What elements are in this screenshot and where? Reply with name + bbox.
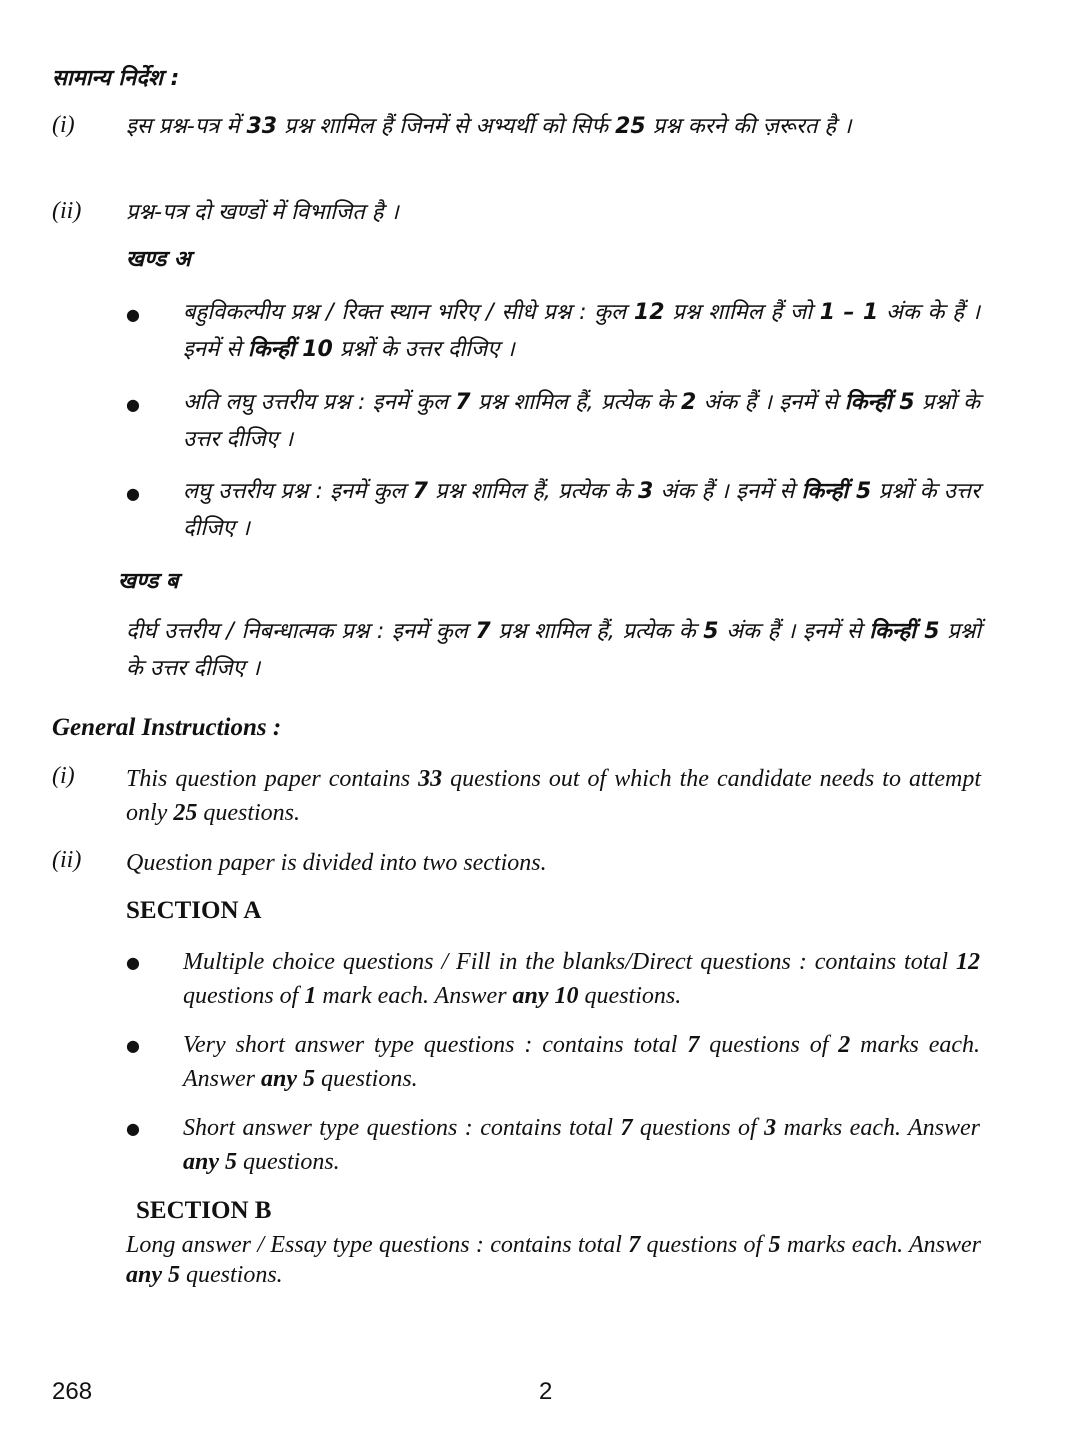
english-item-ii-text: Question paper is divided into two sections. bbox=[126, 850, 547, 876]
hindi-bullet-2: अति लघु उत्तरीय प्रश्न : इनमें कुल 7 प्रश्न शामिल हैं, प्रत्येक के 2 अंक हैं । इनमें से किन्हीं 5 प्रश्नों के उत्तर दीजिए । bbox=[183, 390, 980, 452]
english-bullet-1: Multiple choice questions / Fill in the blanks/Direct questions : contains total 12 questions of 1 mark each. Answer any 10 questions. bbox=[183, 949, 980, 1009]
hindi-heading: सामान्य निर्देश : bbox=[52, 66, 180, 91]
english-bullet-3: Short answer type questions : contains total 7 questions of 3 marks each. Answer any 5 questions. bbox=[183, 1115, 980, 1175]
english-item-i-text: This question paper contains 33 questions out of which the candidate needs to attempt only 25 questions. bbox=[126, 766, 981, 826]
hindi-section-a-title: खण्ड अ bbox=[126, 247, 191, 272]
english-item-marker-ii: (ii) bbox=[52, 847, 82, 873]
hindi-item-ii-text: प्रश्न-पत्र दो खण्डों में विभाजित है । bbox=[126, 200, 399, 225]
english-heading: General Instructions : bbox=[52, 714, 282, 741]
hindi-item-i-text: इस प्रश्न-पत्र में 33 प्रश्न शामिल हैं जिनमें से अभ्यर्थी को सिर्फ 25 प्रश्न करने की ज़रूरत है । bbox=[126, 114, 852, 139]
hindi-section-b-title: खण्ड ब bbox=[118, 569, 179, 594]
page-number: 2 bbox=[539, 1378, 553, 1405]
bullet-dot: ● bbox=[126, 953, 140, 972]
bullet-dot: ● bbox=[126, 484, 140, 503]
bullet-dot: ● bbox=[126, 305, 140, 324]
hindi-bullet-1: बहुविकल्पीय प्रश्न / रिक्त स्थान भरिए / सीधे प्रश्न : कुल 12 प्रश्न शामिल हैं जो 1 – 1 अंक के हैं । इनमें से किन्हीं 10 प्रश्नों के उत्तर दीजिए । bbox=[183, 300, 981, 362]
paper-code: 268 bbox=[52, 1378, 93, 1405]
hindi-section-b-text: दीर्घ उत्तरीय / निबन्धात्मक प्रश्न : इनमें कुल 7 प्रश्न शामिल हैं, प्रत्येक के 5 अंक हैं । इनमें से किन्हीं 5 प्रश्नों के उत्तर दीजिए । bbox=[126, 619, 981, 681]
english-item-marker-i: (i) bbox=[52, 763, 75, 789]
english-section-b-text: Long answer / Essay type questions : contains total 7 questions of 5 marks each. Answer any 5 questions. bbox=[126, 1232, 981, 1288]
bullet-dot: ● bbox=[126, 1119, 140, 1138]
hindi-item-marker-ii: (ii) bbox=[52, 198, 82, 224]
hindi-item-marker-i: (i) bbox=[52, 112, 75, 138]
english-section-b-title: SECTION B bbox=[136, 1197, 272, 1224]
hindi-bullet-3: लघु उत्तरीय प्रश्न : इनमें कुल 7 प्रश्न शामिल हैं, प्रत्येक के 3 अंक हैं । इनमें से किन्हीं 5 प्रश्नों के उत्तर दीजिए । bbox=[183, 479, 981, 541]
english-section-a-title: SECTION A bbox=[126, 897, 262, 924]
bullet-dot: ● bbox=[126, 1036, 140, 1055]
bullet-dot: ● bbox=[126, 395, 140, 414]
english-bullet-2: Very short answer type questions : contains total 7 questions of 2 marks each. Answer any 5 questions. bbox=[183, 1032, 981, 1092]
